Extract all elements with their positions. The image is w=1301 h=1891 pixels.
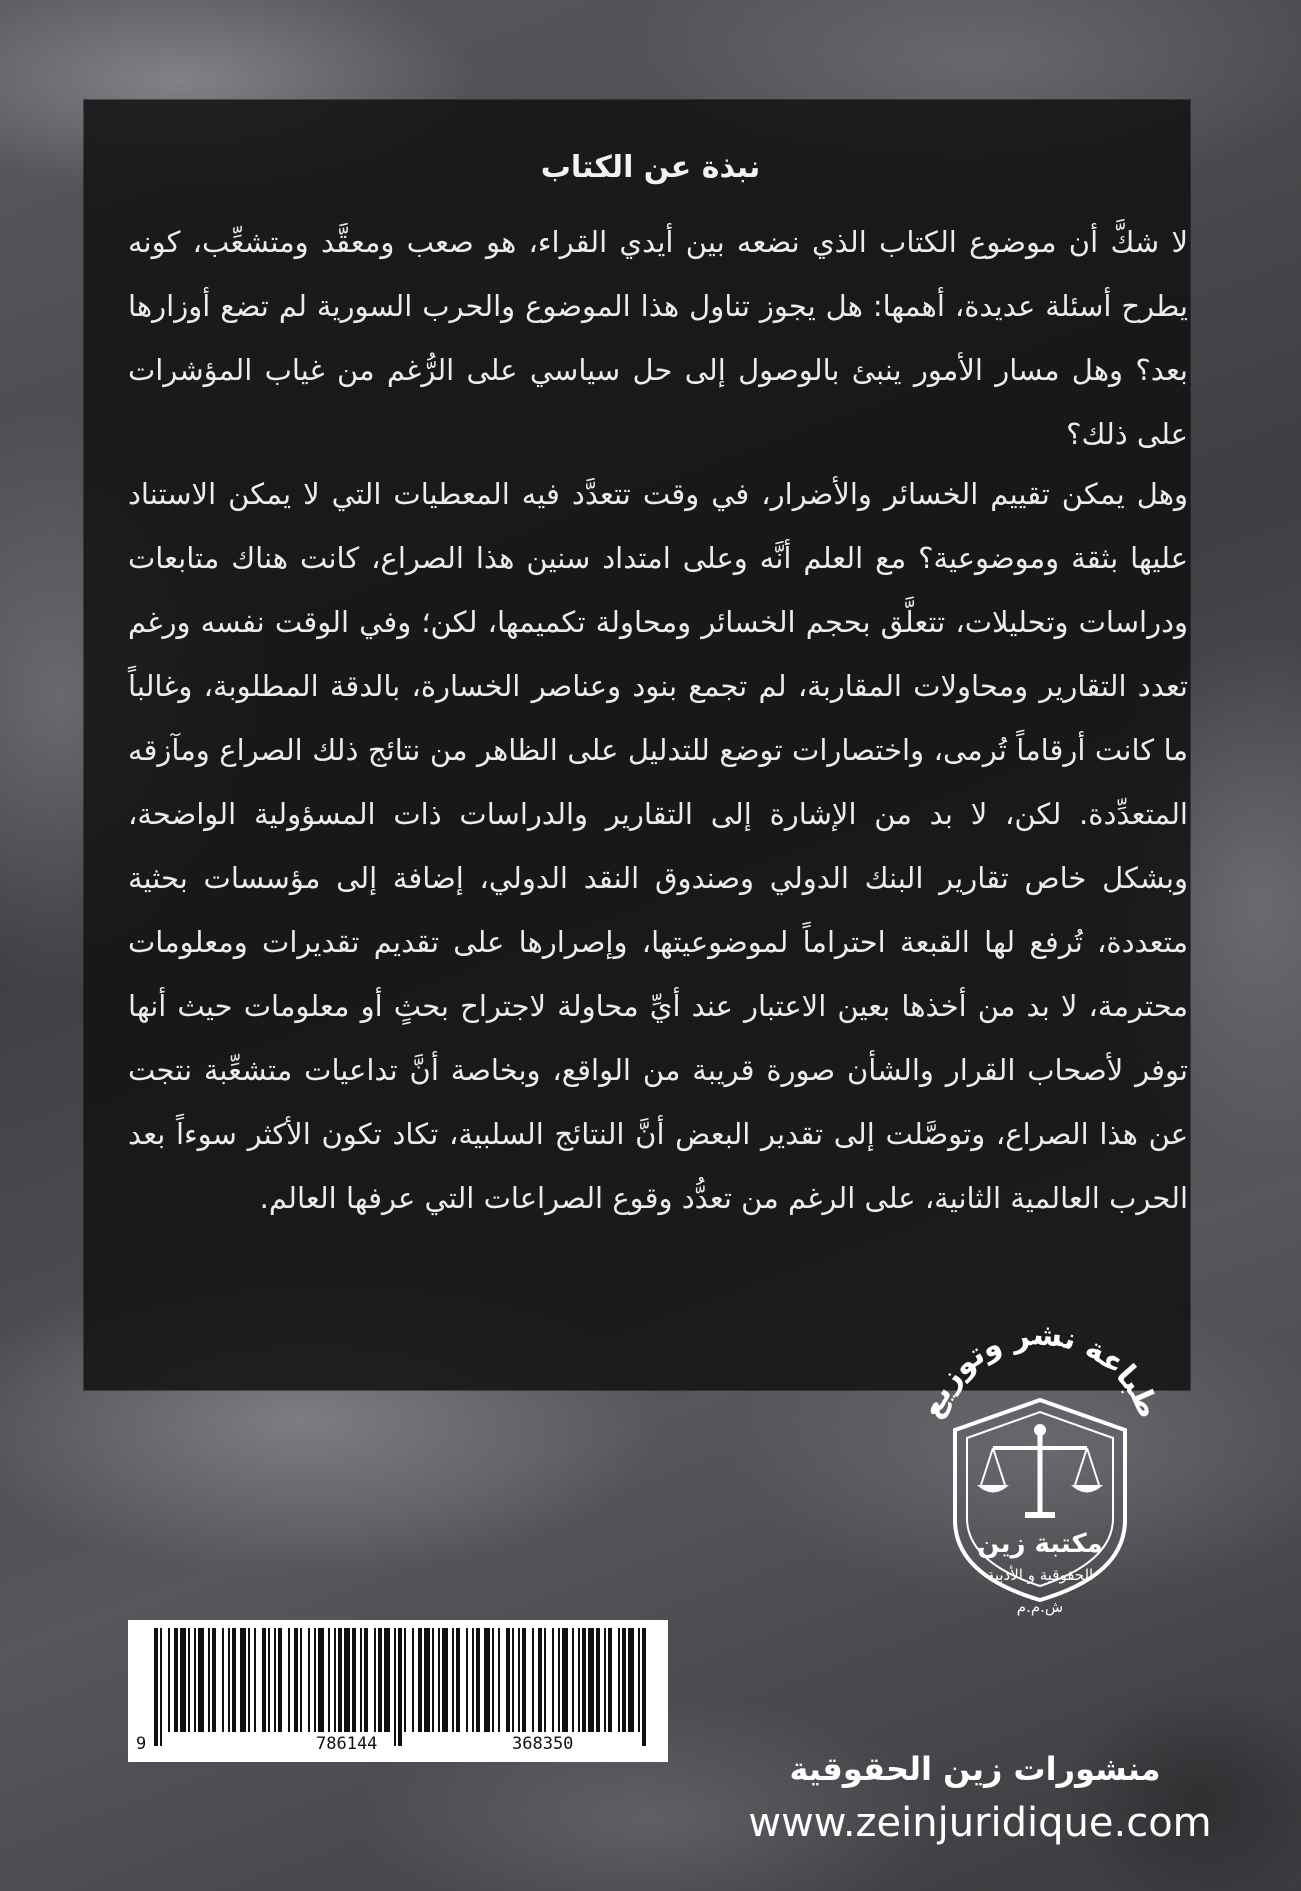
barcode-bars xyxy=(128,1620,668,1762)
publisher-name: منشورات زين الحقوقية xyxy=(789,1750,1161,1788)
svg-text:الحقوقية و الأدبية: الحقوقية و الأدبية xyxy=(986,1566,1094,1584)
isbn-left-group: 786144 xyxy=(316,1734,378,1754)
section-title: نبذة عن الكتاب xyxy=(540,150,761,185)
svg-text:مكتبة زين: مكتبة زين xyxy=(977,1529,1103,1559)
description-paragraph-2: وهل يمكن تقييم الخسائر والأضرار، في وقت تتعدَّد فيه المعطيات التي لا يمكن الاستناد عليها بثقة وموضوعية؟ مع العلم أنَّه وعلى امتداد سنين هذا الصراع، كانت هناك متابعات ودراسات وتحليلات، تتعلَّق بحجم الخسائر ومحاولة تكميمها، لكن؛ وفي الوقت نفسه ورغم تعدد التقارير ومحاولات المقاربة، لم تجمع بنود وعناصر الخسارة، بالدقة المطلوبة، وغالباً ما كانت أرقاماً تُرمى، واختصارات توضع للتدليل على الظاهر من نتائج ذلك الصراع ومآزقه المتعدِّدة. لكن، لا بد من الإشارة إلى التقارير والدراسات ذات المسؤولية الواضحة، وبشكل خاص تقارير البنك الدولي وصندوق النقد الدولي، إضافة إلى مؤسسات بحثية متعددة، تُرفع لها القبعة احتراماً لموضوعيتها، وإصرارها على تقديم تقديرات ومعلومات محترمة، لا بد من أخذها بعين الاعتبار عند أيِّ محاولة لاجتراح بحثٍ أو معلومات حيث أنها توفر لأصحاب القرار والشأن صورة قريبة من الواقع، وبخاصة أنَّ تداعيات متشعِّبة نتجت عن هذا الصراع، وتوصَّلت إلى تقدير البعض أنَّ النتائج السلبية، تكاد تكون الأكثر سوءاً بعد الحرب العالمية الثانية، على الرغم من تعدُّد وقوع الصراعات التي عرفها العالم. xyxy=(128,477,1188,1215)
scales-of-justice-emblem xyxy=(875,1300,1205,1620)
svg-text:طباعة نشر وتوزيع: طباعة نشر وتوزيع xyxy=(913,1317,1167,1424)
publisher-website[interactable]: www.zeinjuridique.com xyxy=(748,1800,1212,1846)
isbn-barcode xyxy=(128,1620,668,1762)
isbn-prefix-digit: 9 xyxy=(136,1734,147,1754)
publisher-logo xyxy=(875,1300,1205,1620)
isbn-right-group: 368350 xyxy=(512,1734,574,1754)
svg-text:ش.م.م: ش.م.م xyxy=(1016,1598,1064,1616)
description-paragraph-1: لا شكَّ أن موضوع الكتاب الذي نضعه بين أيدي القراء، هو صعب ومعقَّد ومتشعِّب، كونه يطرح أسئلة عديدة، أهمها: هل يجوز تناول هذا الموضوع والحرب السورية لم تضع أوزارها بعد؟ وهل مسار الأمور ينبئ بالوصول إلى حل سياسي على الرُّغم من غياب المؤشرات على ذلك؟ xyxy=(128,225,1188,451)
